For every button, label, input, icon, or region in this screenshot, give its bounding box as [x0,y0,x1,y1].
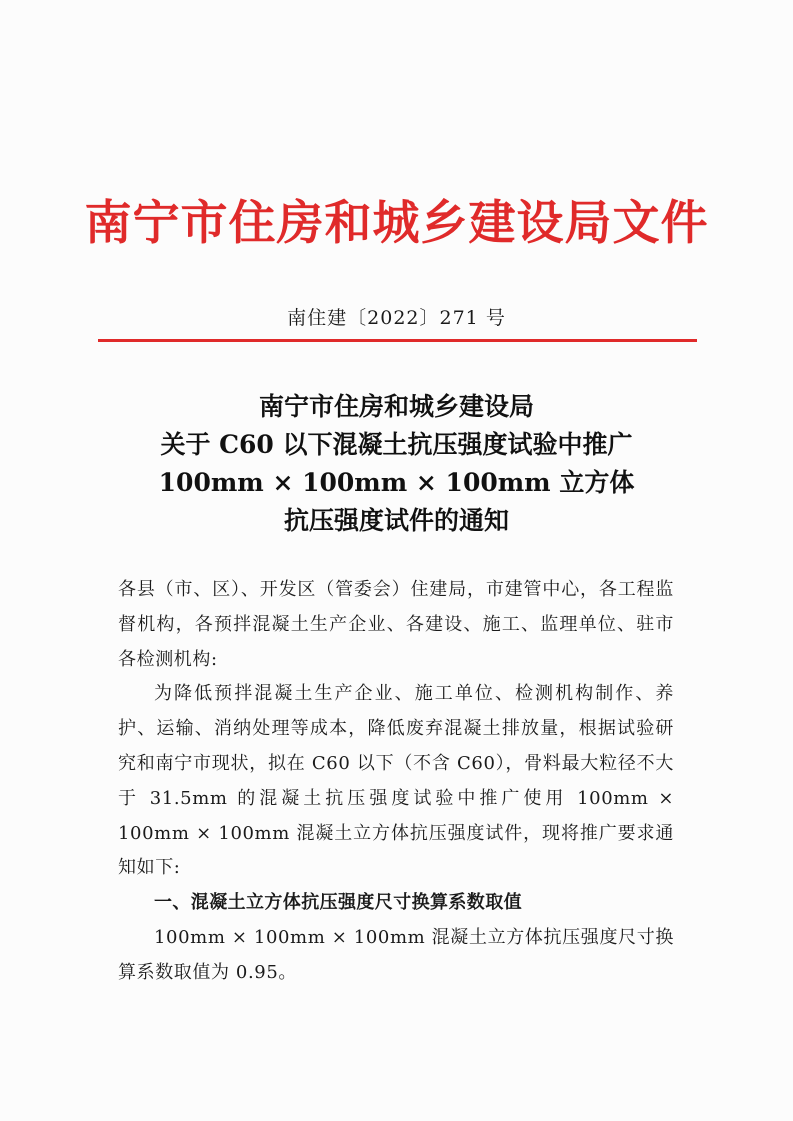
red-divider-line [98,339,697,342]
notice-title [0,388,793,540]
notice-title-line-4: 抗压强度试件的通知 [283,506,509,535]
document-number: 南住建〔2022〕271 号 [287,307,506,329]
notice-title-line-2: 关于 C60 以下混凝土抗压强度试验中推广 [160,430,633,459]
notice-title-line-1: 南宁市住房和城乡建设局 [258,392,534,421]
section-1-heading: 一、混凝土立方体抗压强度尺寸换算系数取值 [154,892,522,914]
addressees-paragraph: 各县（市、区）、开发区（管委会）住建局，市建管中心，各工程监督机构，各预拌混凝土生产企业、各建设、施工、监理单位、驻市各检测机构: [118,579,674,670]
document-header-title: 南宁市住房和城乡建设局文件 [84,196,709,251]
notice-title-line-3: 100mm × 100mm × 100mm 立方体 [158,468,635,497]
body-paragraph-1: 为降低预拌混凝土生产企业、施工单位、检测机构制作、养护、运输、消纳处理等成本，降低废弃混凝土排放量，根据试验研究和南宁市现状，拟在 C60 以下（不含 C60），骨料最大粒径不大于 31.5mm 的混凝土抗压强度试验中推广使用 100mm × 100mm × 100mm 混凝土立方体抗压强度试件，现将推广要求通知如下: [118,683,674,879]
section-1-text: 100mm × 100mm × 100mm 混凝土立方体抗压强度尺寸换算系数取值为 0.95。 [118,926,674,983]
notice-body [118,573,674,991]
